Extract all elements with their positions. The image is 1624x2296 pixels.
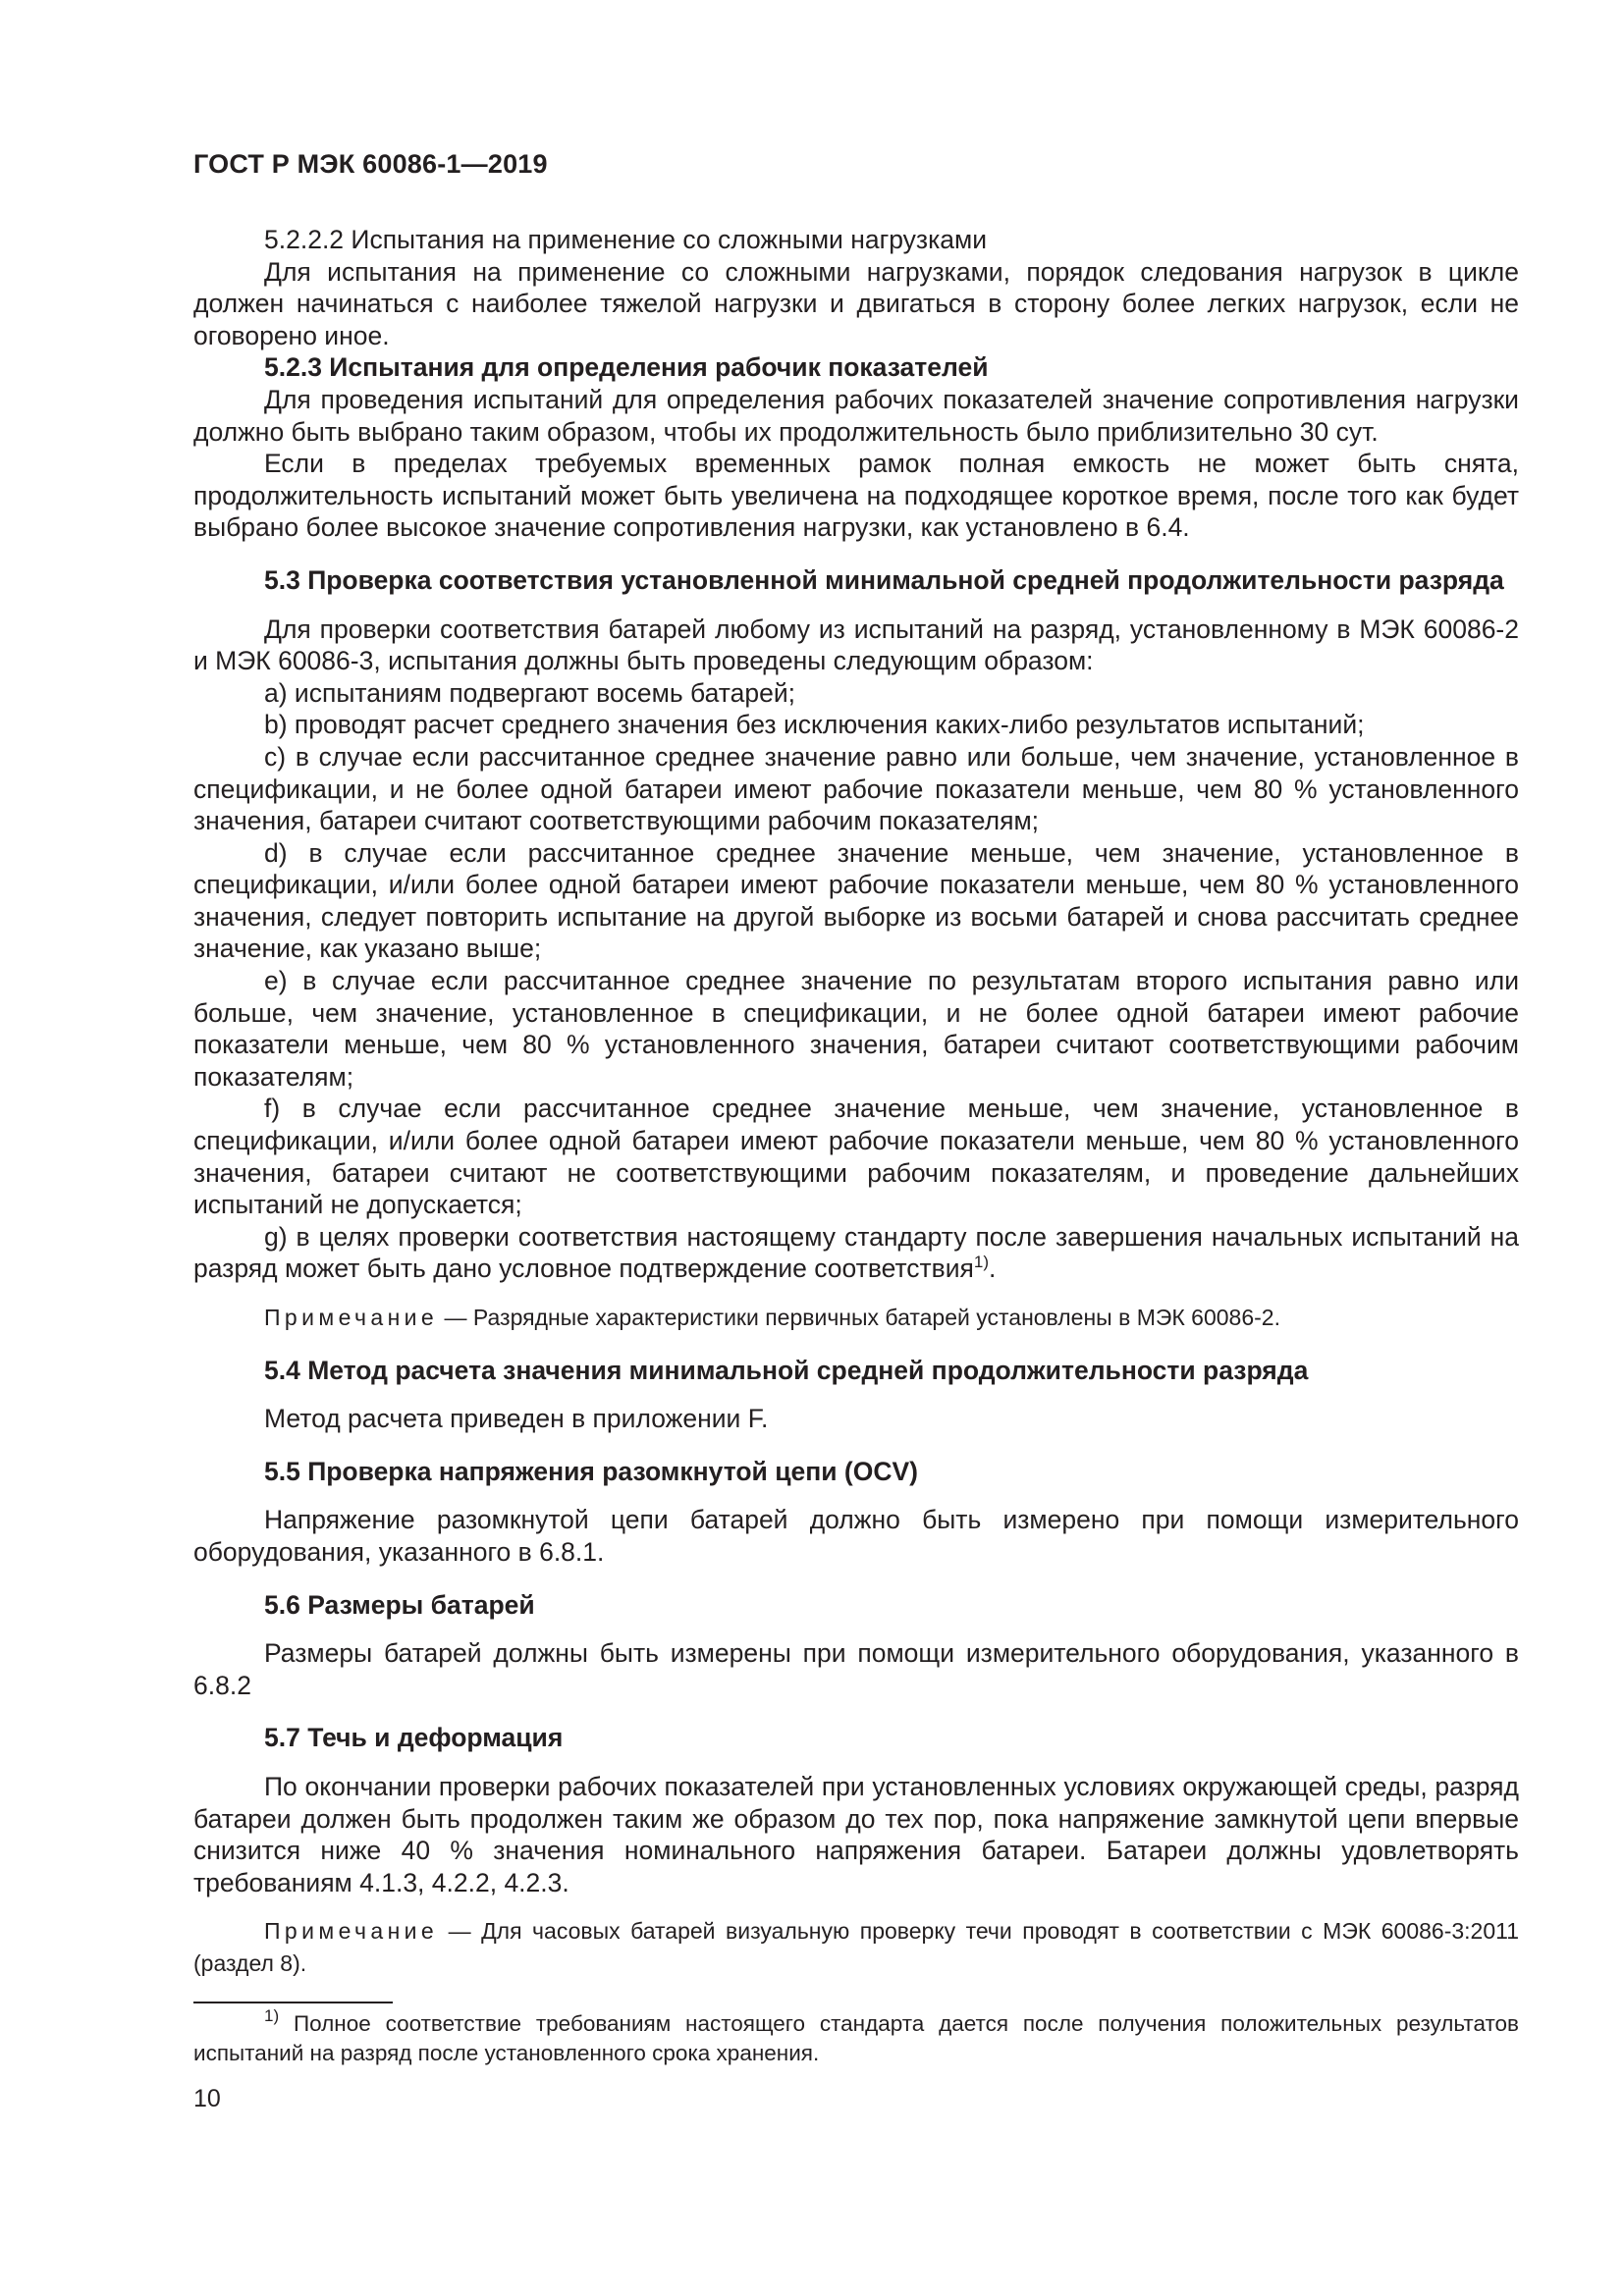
- note-label: Примечание: [264, 1305, 439, 1330]
- section-5-6-text: Размеры батарей должны быть измерены при помощи измерительного оборудования, указанного в 6.8.2: [193, 1638, 1519, 1700]
- section-5-5-text: Напряжение разомкнутой цепи батарей должно быть измерено при помощи измерительного оборудования, указанного в 6.8.1.: [193, 1505, 1519, 1567]
- section-5-5-title: 5.5 Проверка напряжения разомкнутой цепи (OCV): [264, 1456, 918, 1486]
- section-5-7-note: [193, 1915, 1519, 1979]
- section-5-7-text: По окончании проверки рабочих показателей при установленных условиях окружающей среды, разряд батареи должен быть продолжен таким же образом до тех пор, пока напряжение замкнутой цепи впервые снизится ниже 40 % значения номинального напряжения батареи. Батареи должны удовлетворять требованиям 4.1.3, 4.2.2, 4.2.3.: [193, 1771, 1519, 1897]
- page-content: [193, 224, 1519, 1980]
- footnote-text: Полное соответствие требованиям настоящего стандарта дается после получения положительных результатов испытаний на разряд после установленного срока хранения.: [193, 2011, 1519, 2065]
- list-item-d: d) в случае если рассчитанное среднее значение меньше, чем значение, установленное в спецификации, и/или более одной батареи имеют рабочие показатели меньше, чем 80 % установленного значения, следует повторить испытание на другой выборке из восьми батарей и снова рассчитать среднее значение, как указано выше;: [193, 837, 1519, 964]
- list-item-c: c) в случае если рассчитанное среднее значение равно или больше, чем значение, установленное в спецификации, и не более одной батареи имеют рабочие показатели меньше, чем 80 % установленного значения, батареи считают соответствующими рабочим показателям;: [193, 741, 1519, 836]
- section-5-4-title: 5.4 Метод расчета значения минимальной средней продолжительности разряда: [264, 1355, 1309, 1385]
- section-5-4-text: Метод расчета приведен в приложении F.: [264, 1404, 769, 1434]
- list-item-g: [193, 1221, 1519, 1285]
- list-item-g-end: .: [989, 1254, 997, 1284]
- footnote-mark: 1): [264, 2006, 280, 2025]
- note-label: Примечание: [264, 1918, 439, 1945]
- subsection-5-2-2-2-title: 5.2.2.2 Испытания на применение со сложными нагрузками: [264, 225, 988, 254]
- subsection-5-2-3-title: 5.2.3 Испытания для определения рабочик показателей: [264, 352, 989, 383]
- section-5-7-title: 5.7 Течь и деформация: [264, 1723, 564, 1753]
- section-5-3-note: [193, 1302, 1519, 1334]
- subsection-5-2-3-paragraph-2: Если в пределах требуемых временных рамок полная емкость не может быть снята, продолжительность испытаний может быть увеличена на подходящее короткое время, после того как будет выбрано более высокое значение сопротивления нагрузки, как установлено в 6.4.: [193, 449, 1519, 543]
- list-item-e: e) в случае если рассчитанное среднее значение по результатам второго испытания равно или больше, чем значение, установленное в спецификации, и не более одной батареи имеют рабочие показатели меньше, чем 80 % установленного значения, батареи считают соответствующими рабочим показателям;: [193, 966, 1519, 1092]
- subsection-5-2-3-paragraph-1: Для проведения испытаний для определения рабочих показателей значение сопротивления нагрузки должно быть выбрано таким образом, чтобы их продолжительность было приблизительно 30 сут.: [193, 384, 1519, 447]
- section-5-6-title: 5.6 Размеры батарей: [264, 1589, 535, 1620]
- list-item-b: b) проводят расчет среднего значения без исключения каких-либо результатов испытаний;: [264, 710, 1365, 740]
- section-5-3-title: 5.3 Проверка соответствия установленной минимальной средней продолжительности разряда: [264, 564, 1504, 595]
- note-text: — Разрядные характеристики первичных батарей установлены в МЭК 60086-2.: [438, 1305, 1280, 1330]
- list-item-g-text: g) в целях проверки соответствия настоящему стандарту после завершения начальных испытаний на разряд может быть дано условное подтверждение соответствия: [193, 1221, 1519, 1284]
- document-header: ГОСТ Р МЭК 60086-1—2019: [193, 149, 548, 179]
- list-item-a: a) испытаниям подвергают восемь батарей;: [264, 677, 795, 708]
- footnote-separator: [193, 2002, 393, 2003]
- subsection-5-2-2-2-text: Для испытания на применение со сложными нагрузками, порядок следования нагрузок в цикле должен начинаться с наиболее тяжелой нагрузки и двигаться в сторону более легких нагрузок, если не оговорено иное.: [193, 256, 1519, 350]
- section-5-3-intro: Для проверки соответствия батарей любому из испытаний на разряд, установленному в МЭК 60086-2 и МЭК 60086-3, испытания должны быть проведены следующим образом:: [193, 614, 1519, 676]
- list-item-f: f) в случае если рассчитанное среднее значение меньше, чем значение, установленное в спецификации, и/или более одной батареи имеют рабочие показатели меньше, чем 80 % установленного значения, батареи считают не соответствующими рабочим показателям, и проведение дальнейших испытаний не допускается;: [193, 1094, 1519, 1220]
- page-number: 10: [193, 2085, 221, 2112]
- footnote: [193, 2006, 1519, 2068]
- footnote-reference: 1): [973, 1253, 990, 1272]
- note-text: — Для часовых батарей визуальную проверку течи проводят в соответствии с МЭК 60086-3:2011 (раздел 8).: [193, 1918, 1519, 1976]
